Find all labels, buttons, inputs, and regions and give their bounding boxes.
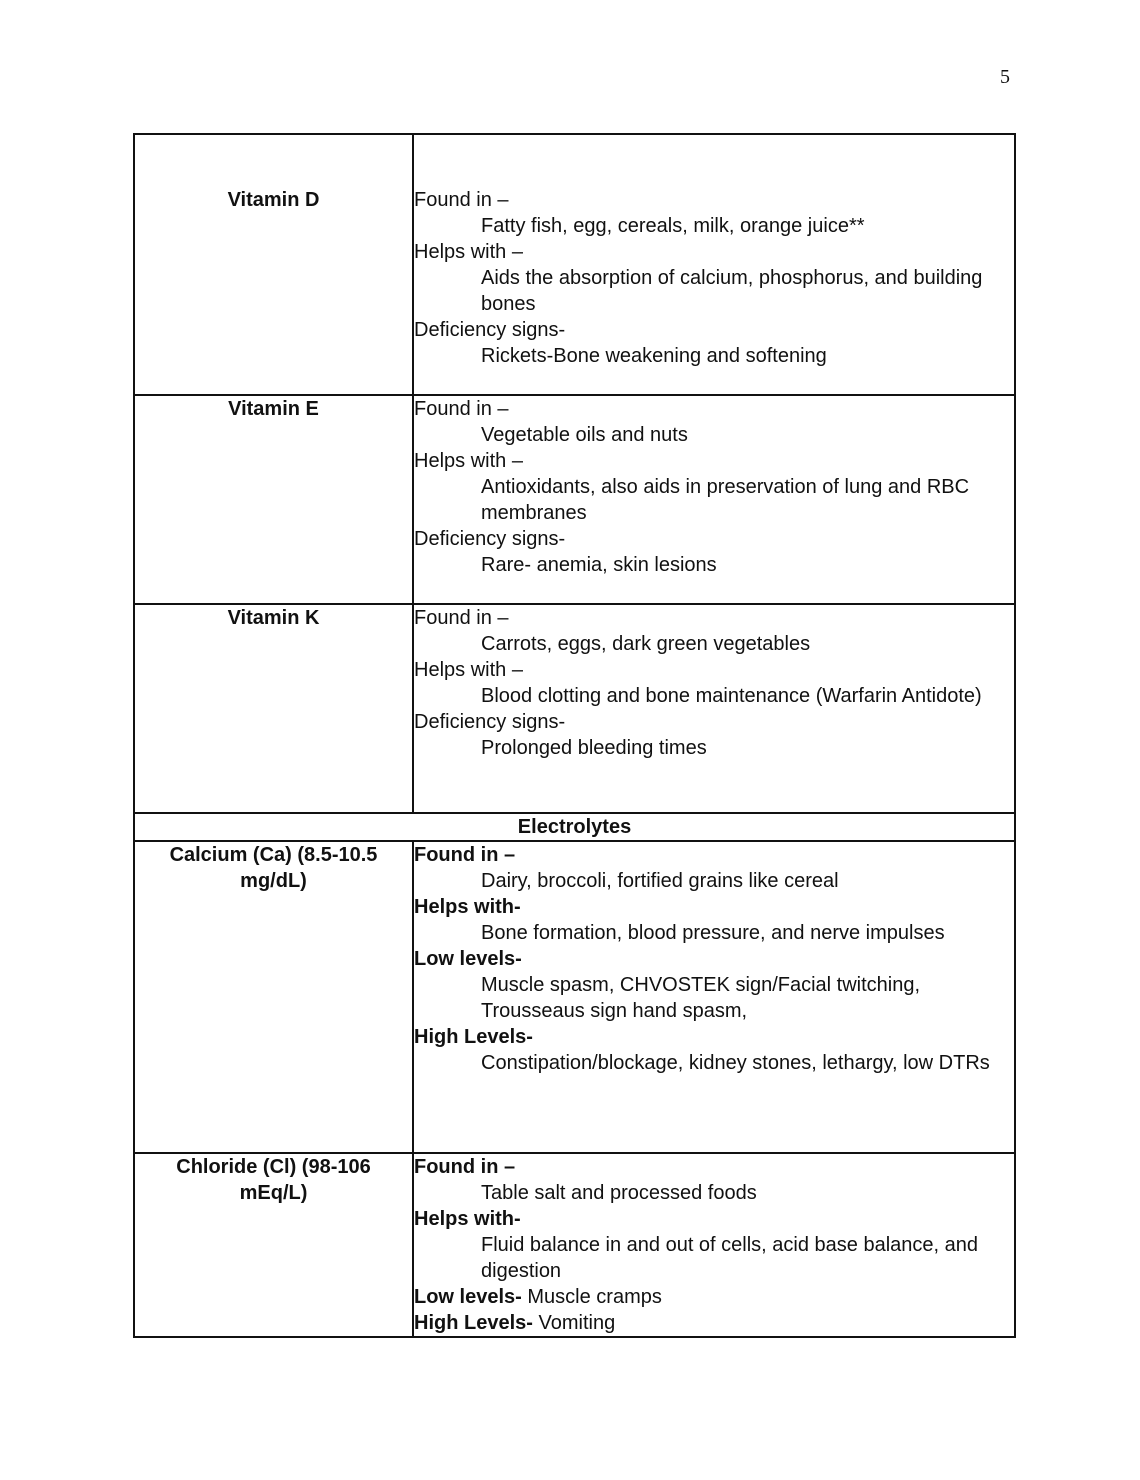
low-levels-text: Muscle spasm, CHVOSTEK sign/Facial twitching, Trousseaus sign hand spasm,: [481, 974, 921, 1022]
deficiency-label: Deficiency signs-: [414, 319, 566, 341]
helps-label: Helps with –: [414, 450, 523, 472]
helps-text: Bone formation, blood pressure, and nerve impulses: [481, 922, 945, 944]
helps-text: Aids the absorption of calcium, phosphorus, and building bones: [481, 267, 983, 315]
helps-text: Blood clotting and bone maintenance (Warfarin Antidote): [481, 685, 982, 707]
found-label: Found in –: [414, 607, 509, 629]
found-label: Found in –: [414, 1156, 516, 1178]
table-row: [134, 1153, 1015, 1337]
electrolytes-heading: Electrolytes: [134, 813, 1015, 841]
found-label: Found in –: [414, 398, 509, 420]
nutrient-name: Vitamin D: [227, 189, 320, 211]
helps-text: Antioxidants, also aids in preservation of lung and RBC membranes: [481, 476, 970, 524]
low-levels-label: Low levels-: [414, 948, 522, 970]
found-label: Found in –: [414, 189, 509, 211]
table-row: [134, 841, 1015, 1153]
deficiency-text: Rare- anemia, skin lesions: [481, 554, 717, 576]
high-levels-text: Vomiting: [538, 1312, 616, 1334]
deficiency-text: Rickets-Bone weakening and softening: [481, 345, 827, 367]
page-number: 5: [1000, 66, 1010, 88]
helps-text: Fluid balance in and out of cells, acid base balance, and digestion: [481, 1234, 979, 1282]
deficiency-label: Deficiency signs-: [414, 711, 566, 733]
helps-label: Helps with –: [414, 659, 523, 681]
table-row: [134, 604, 1015, 813]
high-levels-label: High Levels-: [414, 1312, 533, 1334]
nutrient-name: Vitamin K: [227, 607, 320, 629]
low-levels-label: Low levels-: [414, 1286, 522, 1308]
found-text: Vegetable oils and nuts: [481, 424, 688, 446]
nutrient-name: Calcium (Ca) (8.5-10.5 mg/dL): [169, 844, 378, 892]
helps-label: Helps with –: [414, 241, 523, 263]
helps-label: Helps with-: [414, 1208, 521, 1230]
table-row: [134, 395, 1015, 604]
high-levels-label: High Levels-: [414, 1026, 533, 1048]
helps-label: Helps with-: [414, 896, 521, 918]
nutrient-name: Vitamin E: [228, 398, 319, 420]
found-text: Fatty fish, egg, cereals, milk, orange juice**: [481, 215, 865, 237]
nutrient-detail-cell: [413, 1153, 1015, 1337]
nutrient-name-cell: [134, 1153, 413, 1337]
table-row: [134, 134, 1015, 395]
nutrient-name-cell: [134, 395, 413, 604]
deficiency-text: Prolonged bleeding times: [481, 737, 707, 759]
found-text: Carrots, eggs, dark green vegetables: [481, 633, 811, 655]
nutrient-name-cell: [134, 604, 413, 813]
nutrient-name-cell: [134, 841, 413, 1153]
found-text: Table salt and processed foods: [481, 1182, 757, 1204]
nutrient-detail-cell: [413, 134, 1015, 395]
found-label: Found in –: [414, 844, 516, 866]
found-text: Dairy, broccoli, fortified grains like cereal: [481, 870, 839, 892]
deficiency-label: Deficiency signs-: [414, 528, 566, 550]
low-levels-text: Muscle cramps: [527, 1286, 662, 1308]
section-row: [134, 813, 1015, 841]
nutrient-name-cell: [134, 134, 413, 395]
nutrient-detail-cell: [413, 604, 1015, 813]
nutrient-detail-cell: [413, 395, 1015, 604]
nutrient-name: Chloride (Cl) (98-106 mEq/L): [176, 1156, 371, 1204]
nutrient-detail-cell: [413, 841, 1015, 1153]
high-levels-text: Constipation/blockage, kidney stones, lethargy, low DTRs: [481, 1052, 990, 1074]
nutrient-table: [133, 133, 1016, 1338]
